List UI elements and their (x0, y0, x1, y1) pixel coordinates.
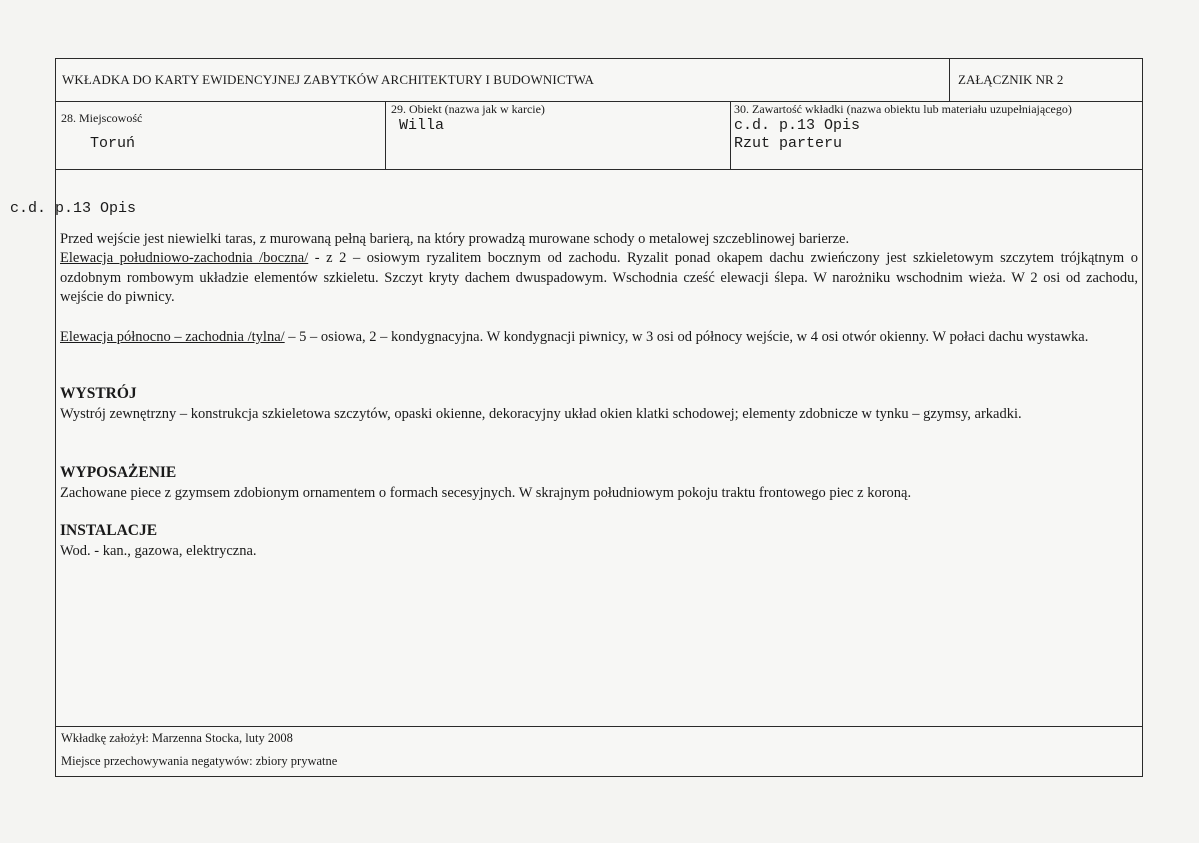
paragraph-nw-elevation (60, 328, 1138, 348)
header-row (56, 59, 1142, 102)
field-30-value-1: c.d. p.13 Opis (734, 117, 861, 134)
content-heading: c.d. p.13 Opis (10, 200, 137, 217)
fields-row (56, 102, 1142, 170)
field-29-value: Willa (399, 117, 445, 134)
field-28-label: 28. Miejscowość (61, 111, 143, 125)
section-text-equipment: Zachowane piece z gzymsem zdobionym ornamentem o formach secesyjnych. W skrajnym południowym pokoju traktu frontowego piec z koroną. (60, 485, 912, 501)
nw-elevation-text: – 5 – osiowa, 2 – kondygnacyjna. W kondygnacji piwnicy, w 3 osi od północy wejście, w 4 osi otwór okienny. W połaci dachu wystawka. (284, 329, 1089, 345)
section-text-decor: Wystrój zewnętrzny – konstrukcja szkieletowa szczytów, opaski okienne, dekoracyjny układ okien klatki schodowej; elementy zdobnicze w tynku – gzymsy, arkadki. (60, 406, 1022, 422)
section-heading-equipment: WYPOSAŻENIE (60, 464, 177, 481)
section-text-installations: Wod. - kan., gazowa, elektryczna. (60, 543, 257, 559)
section-heading-decor: WYSTRÓJ (60, 385, 137, 402)
annex-number: ZAŁĄCZNIK NR 2 (958, 72, 1064, 87)
annex-cell (949, 59, 1143, 101)
sheet-title: WKŁADKA DO KARTY EWIDENCYJNEJ ZABYTKÓW ARCHITEKTURY I BUDOWNICTWA (62, 72, 595, 87)
field-29-cell (386, 102, 731, 169)
field-28-value: Toruń (90, 135, 136, 152)
sw-elevation-label: Elewacja południowo-zachodnia /boczna/ (60, 250, 309, 266)
author-line: Wkładkę założył: Marzenna Stocka, luty 2008 (61, 731, 293, 745)
paragraph-terrace: Przed wejście jest niewielki taras, z murowaną pełną barierą, na który prowadzą murowane schody o metalowej szczeblinowej barierze. (60, 231, 850, 247)
footer (56, 726, 1142, 777)
nw-elevation-label: Elewacja północno – zachodnia /tylna/ (60, 329, 285, 345)
field-30-cell (731, 102, 1142, 169)
section-heading-installations: INSTALACJE (60, 522, 158, 539)
storage-line: Miejsce przechowywania negatywów: zbiory prywatne (61, 754, 338, 768)
field-30-label: 30. Zawartość wkładki (nazwa obiektu lub materiału uzupełniającego) (734, 102, 1072, 116)
field-29-label: 29. Obiekt (nazwa jak w karcie) (391, 102, 545, 116)
field-28-cell (56, 102, 386, 169)
field-30-value-2: Rzut parteru (734, 135, 843, 152)
sw-elevation-text: - z 2 – osiowym ryzalitem bocznym od zachodu. Ryzalit ponad okapem dachu zwieńczony jest szkieletowym szczytem trójkątnym o ozdobnym rombowym układzie elementów szkieletu. Szczyt kryty dachem dwuspadowym. Wschodnia cześć elewacji ślepa. W narożniku wschodnim wieża. W 2 osi od zachodu, wejście do piwnicy. (60, 250, 1138, 305)
paragraph-sw-elevation (60, 249, 1138, 308)
